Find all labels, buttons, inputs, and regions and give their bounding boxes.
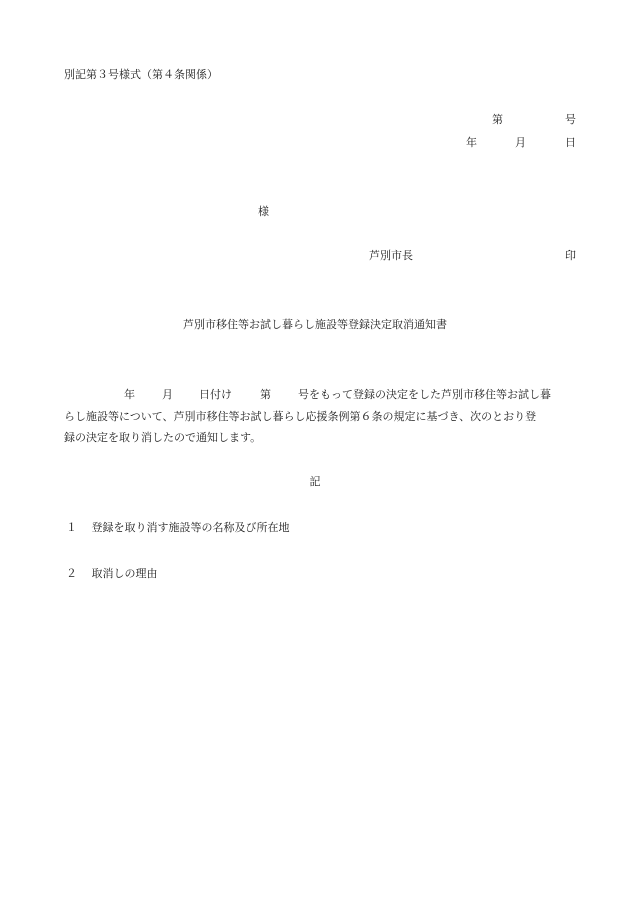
date-year: 年: [466, 136, 477, 149]
body-dai: 第: [260, 388, 271, 401]
item-label: 取消しの理由: [91, 567, 158, 580]
body-rest: 号をもって登録の決定をした芦別市移住等お試し暮: [298, 388, 551, 401]
body-dated: 日付け: [199, 388, 232, 401]
seal-mark: 印: [565, 249, 576, 262]
number-dai: 第: [492, 113, 503, 126]
document-title: 芦別市移住等お試し暮らし施設等登録決定取消通知書: [183, 318, 447, 331]
body-line-1: [64, 384, 576, 406]
item-number: １: [66, 521, 77, 534]
body-line-2: らし施設等について、芦別市移住等お試し暮らし応援条例第６条の規定に基づき、次のとおり登: [64, 409, 537, 423]
addressee-honorific: 様: [258, 205, 269, 218]
ki-heading: 記: [309, 475, 321, 488]
list-item: [64, 522, 290, 533]
date-day: 日: [565, 136, 576, 149]
sender-name: 芦別市長: [369, 249, 413, 262]
item-label: 登録を取り消す施設等の名称及び所在地: [91, 521, 290, 534]
body-year: 年: [124, 388, 135, 401]
body-line-3: 録の決定を取り消したので通知します。: [64, 431, 262, 444]
form-label: 別記第３号様式（第４条関係）: [64, 68, 218, 81]
body-month: 月: [162, 388, 173, 401]
list-item: [64, 568, 158, 579]
item-number: ２: [66, 567, 77, 580]
number-go: 号: [565, 113, 576, 126]
body-paragraph: [64, 384, 576, 449]
date-month: 月: [515, 136, 526, 149]
